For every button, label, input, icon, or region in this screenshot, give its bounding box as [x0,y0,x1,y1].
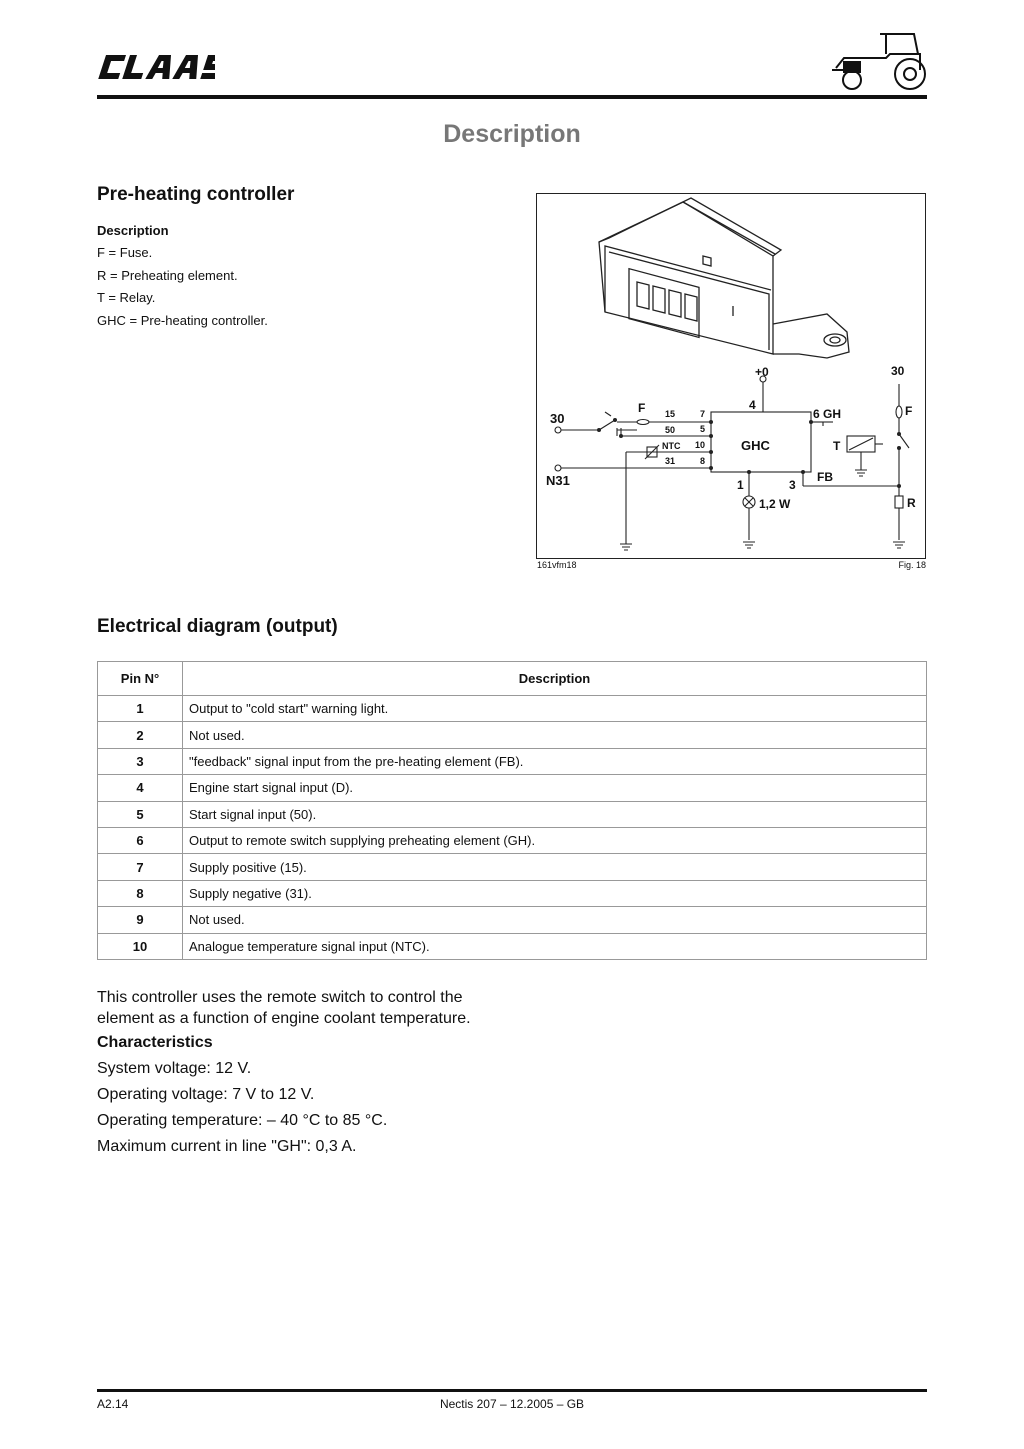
characteristic-system-voltage: System voltage: 12 V. [97,1060,252,1077]
column-header-pin: Pin N° [98,662,183,696]
tractor-icon [830,30,930,92]
characteristic-operating-voltage: Operating voltage: 7 V to 12 V. [97,1086,315,1103]
pin-cell: 3 [98,748,183,774]
description-cell: Not used. [183,907,927,933]
table-row [98,907,927,933]
legend-item-relay: T = Relay. [97,290,156,305]
table-row [98,854,927,880]
table-row [98,696,927,722]
pin-cell: 2 [98,722,183,748]
label-c5: 5 [700,424,706,434]
label-cntc: NTC [662,441,681,451]
pin-cell: 4 [98,775,183,801]
label-fb: FB [817,470,833,484]
label-c31: 31 [665,456,676,466]
table-header-row [98,662,927,696]
section-heading-pre-heating: Pre-heating controller [97,184,295,205]
document-reference: Nectis 207 – 12.2005 – GB [439,1397,585,1411]
characteristic-max-current: Maximum current in line "GH": 0,3 A. [97,1138,357,1155]
intro-paragraph: This controller uses the remote switch to control the element as a function of engine coolant temperature. [97,989,471,1027]
legend-item-fuse: F = Fuse. [97,245,153,260]
header-rule [97,95,927,99]
label-pin4: 4 [749,398,756,412]
table-row [98,933,927,959]
controller-housing [599,202,773,354]
pin-cell: 8 [98,880,183,906]
pin-cell: 6 [98,827,183,853]
label-pin6-gh: 6 GH [813,407,842,421]
fuse-left-symbol [637,420,649,425]
description-cell: Analogue temperature signal input (NTC). [183,933,927,959]
pin-cell: 1 [98,696,183,722]
description-cell: Supply negative (31). [183,880,927,906]
description-cell: Start signal input (50). [183,801,927,827]
label-pin1: 1 [737,478,744,492]
label-r: R [907,496,916,510]
label-plus0: +0 [755,365,769,379]
table-row [98,722,927,748]
pin-cell: 5 [98,801,183,827]
page-number: A2.14 [97,1397,129,1411]
table-row [98,775,927,801]
legend-item-controller: GHC = Pre-heating controller. [97,313,268,328]
description-cell: Output to remote switch supplying preheating element (GH). [183,827,927,853]
description-cell: "feedback" signal input from the pre-heating element (FB). [183,748,927,774]
label-c15: 15 [665,409,676,419]
characteristics-heading: Characteristics [97,1034,213,1051]
label-ghc: GHC [741,438,770,453]
table-row [98,801,927,827]
legend-heading: Description [97,223,169,238]
footer-rule [97,1389,927,1392]
figure-number: Fig. 18 [898,560,926,570]
section-heading-electrical-diagram: Electrical diagram (output) [97,616,338,637]
label-lamp: 1,2 W [759,497,791,511]
label-c10: 10 [695,440,706,450]
description-cell: Engine start signal input (D). [183,775,927,801]
description-cell: Not used. [183,722,927,748]
pin-table [97,661,927,960]
pin-cell: 7 [98,854,183,880]
column-header-description: Description [183,662,927,696]
wiring-diagram [537,194,925,558]
label-n31: N31 [546,473,570,488]
label-c8: 8 [700,456,706,466]
figure-code: 161vfm18 [537,560,577,570]
label-30-left: 30 [550,411,565,426]
pin-cell: 9 [98,907,183,933]
legend-item-preheating-element: R = Preheating element. [97,268,238,283]
label-30-right: 30 [891,364,905,378]
table-row [98,748,927,774]
characteristic-operating-temperature: Operating temperature: – 40 °C to 85 °C. [97,1112,388,1129]
label-c7: 7 [700,409,706,419]
table-row [98,827,927,853]
label-relay-t: T [833,439,841,453]
page-title: Description [443,120,581,148]
label-fuse-top: F [638,401,646,415]
table-row [98,880,927,906]
description-cell: Output to "cold start" warning light. [183,696,927,722]
description-cell: Supply positive (15). [183,854,927,880]
label-pin3: 3 [789,478,796,492]
label-fuse-right: F [905,404,913,418]
claas-logo [97,52,215,82]
pin-cell: 10 [98,933,183,959]
label-c50: 50 [665,425,676,435]
controller-figure [536,193,926,559]
fuse-right-symbol [896,406,902,418]
